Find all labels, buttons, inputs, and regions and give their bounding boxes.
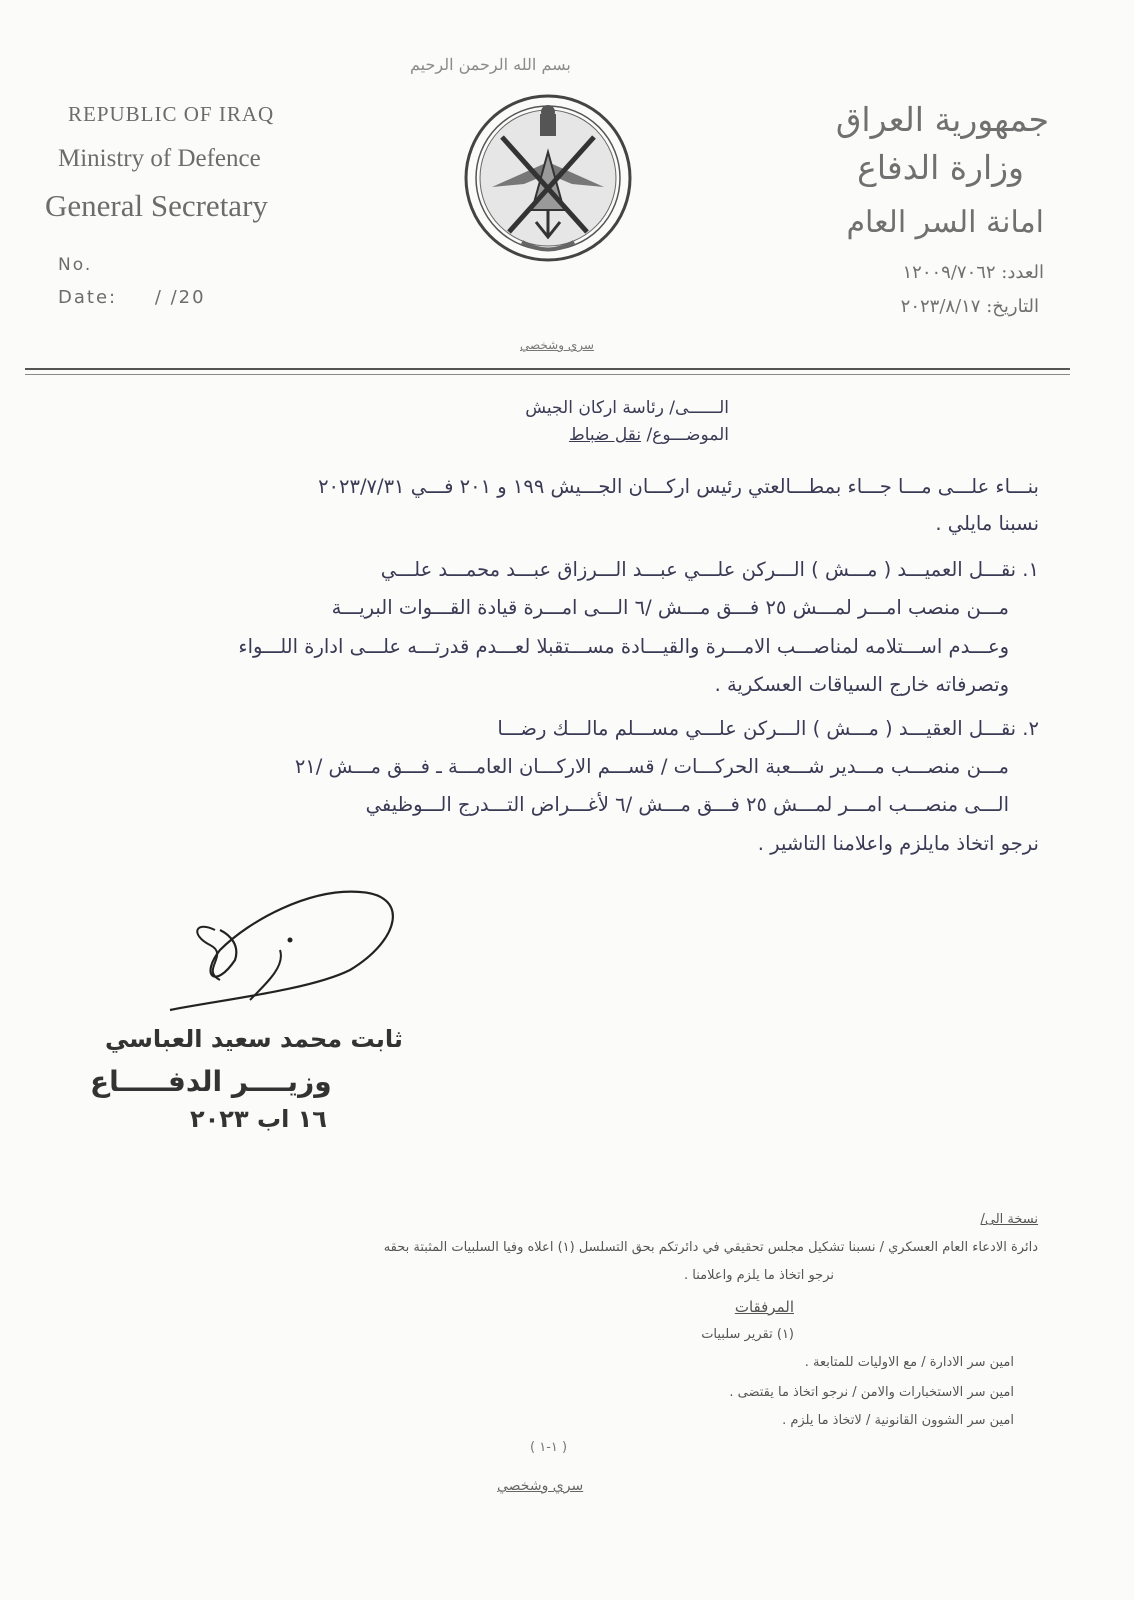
basmala: بسم الله الرحمن الرحيم (410, 55, 571, 74)
subject-value: نقل ضباط (568, 425, 642, 445)
attachments-title: المرفقات (734, 1298, 794, 1316)
page-number: ( ١-١ ) (530, 1440, 568, 1455)
ministry-seal-emblem (462, 92, 634, 264)
en-date-value: / /20 (154, 287, 206, 308)
en-date-line (58, 287, 206, 308)
distribution-line: امين سر الاستخبارات والامن / نرجو اتخاذ ما يقتضى . (729, 1385, 1014, 1400)
recipient-line: الــــــى/ رئاسة اركان الجيش (525, 398, 729, 418)
copies-line: دائرة الادعاء العام العسكري / نسبنا تشكيل مجلس تحقيقي في دائرتكم بحق التسلسل (١) اعلاه وفيا السلبيات المثبتة بحقه (383, 1240, 1038, 1255)
body-line: بنـــاء علـــى مـــا جـــاء بمطـــالعتي رئيس اركـــان الجـــيش ١٩٩ و ٢٠١ فـــي ٢٠٢٣/٧/٣١ (318, 475, 1039, 498)
body-line: نسبنا مايلي . (935, 512, 1039, 535)
body-line: مـــن منصب امـــر لمـــش ٢٥ فـــق مـــش /٦ الـــى امـــرة قيادة القـــوات البريـــة (331, 596, 1009, 619)
subject-label: الموضـــوع/ (641, 425, 729, 445)
body-line: وعـــدم اســـتلامه لمناصـــب الامـــرة والقيـــادة مســـتقبلا لعـــدم قدرتـــه علـــى ادارة اللـــواء (238, 635, 1009, 658)
ar-country: جمهورية العراق (835, 100, 1049, 139)
body-line: ١. نقـــل العميـــد ( مـــش ) الـــركن علـــي عبـــد الـــرزاق عبـــد محمـــد علـــي (380, 558, 1039, 581)
classification-header: سري وشخصي (520, 338, 594, 352)
en-office: General Secretary (45, 188, 268, 223)
signatory-title: وزيــــر الدفـــــاع (90, 1065, 332, 1098)
signature-date: ١٦ اب ٢٠٢٣ (190, 1105, 327, 1133)
body-line: مـــن منصـــب مـــدير شـــعبة الحركـــات / قســـم الاركـــان العامـــة ـ فـــق مـــش /٢١ (294, 755, 1009, 778)
handwritten-signature (160, 880, 410, 1020)
header-divider-thin (25, 374, 1070, 375)
body-line: نرجو اتخاذ مايلزم واعلامنا التاشير . (757, 832, 1039, 855)
distribution-line: امين سر الشوون القانونية / لاتخاذ ما يلزم . (782, 1413, 1014, 1428)
ar-date: التاريخ: ٢٠٢٣/٨/١٧ (900, 296, 1039, 317)
ar-ministry: وزارة الدفاع (857, 148, 1024, 187)
ar-reference-number: العدد: ١٢٠٠٩/٧٠٦٢ (902, 262, 1044, 283)
body-line: الـــى منصـــب امـــر لمـــش ٢٥ فـــق مـــش /٦ لأغـــراض التـــدرج الـــوظيفي (365, 793, 1009, 816)
attachment-item: (١) تقرير سلبيات (701, 1327, 794, 1342)
en-date-label: Date: (58, 287, 118, 308)
copies-line: نرجو اتخاذ ما يلزم واعلامنا . (683, 1268, 834, 1283)
en-country: REPUBLIC OF IRAQ (68, 102, 275, 126)
classification-footer: سري وشخصي (497, 1478, 584, 1494)
en-ministry: Ministry of Defence (58, 145, 261, 172)
en-number-label: No. (58, 255, 93, 275)
distribution-line: امين سر الادارة / مع الاوليات للمتابعة . (804, 1355, 1014, 1370)
signatory-name: ثابت محمد سعيد العباسي (105, 1025, 403, 1053)
subject-line (569, 425, 729, 445)
body-line: ٢. نقـــل العقيـــد ( مـــش ) الـــركن علـــي مســـلم مالـــك رضـــا (497, 717, 1039, 740)
copies-title: نسخة الى/ (980, 1212, 1038, 1227)
header-divider (25, 368, 1070, 370)
body-line: وتصرفاته خارج السياقات العسكرية . (714, 673, 1009, 696)
ar-office: امانة السر العام (846, 205, 1044, 240)
